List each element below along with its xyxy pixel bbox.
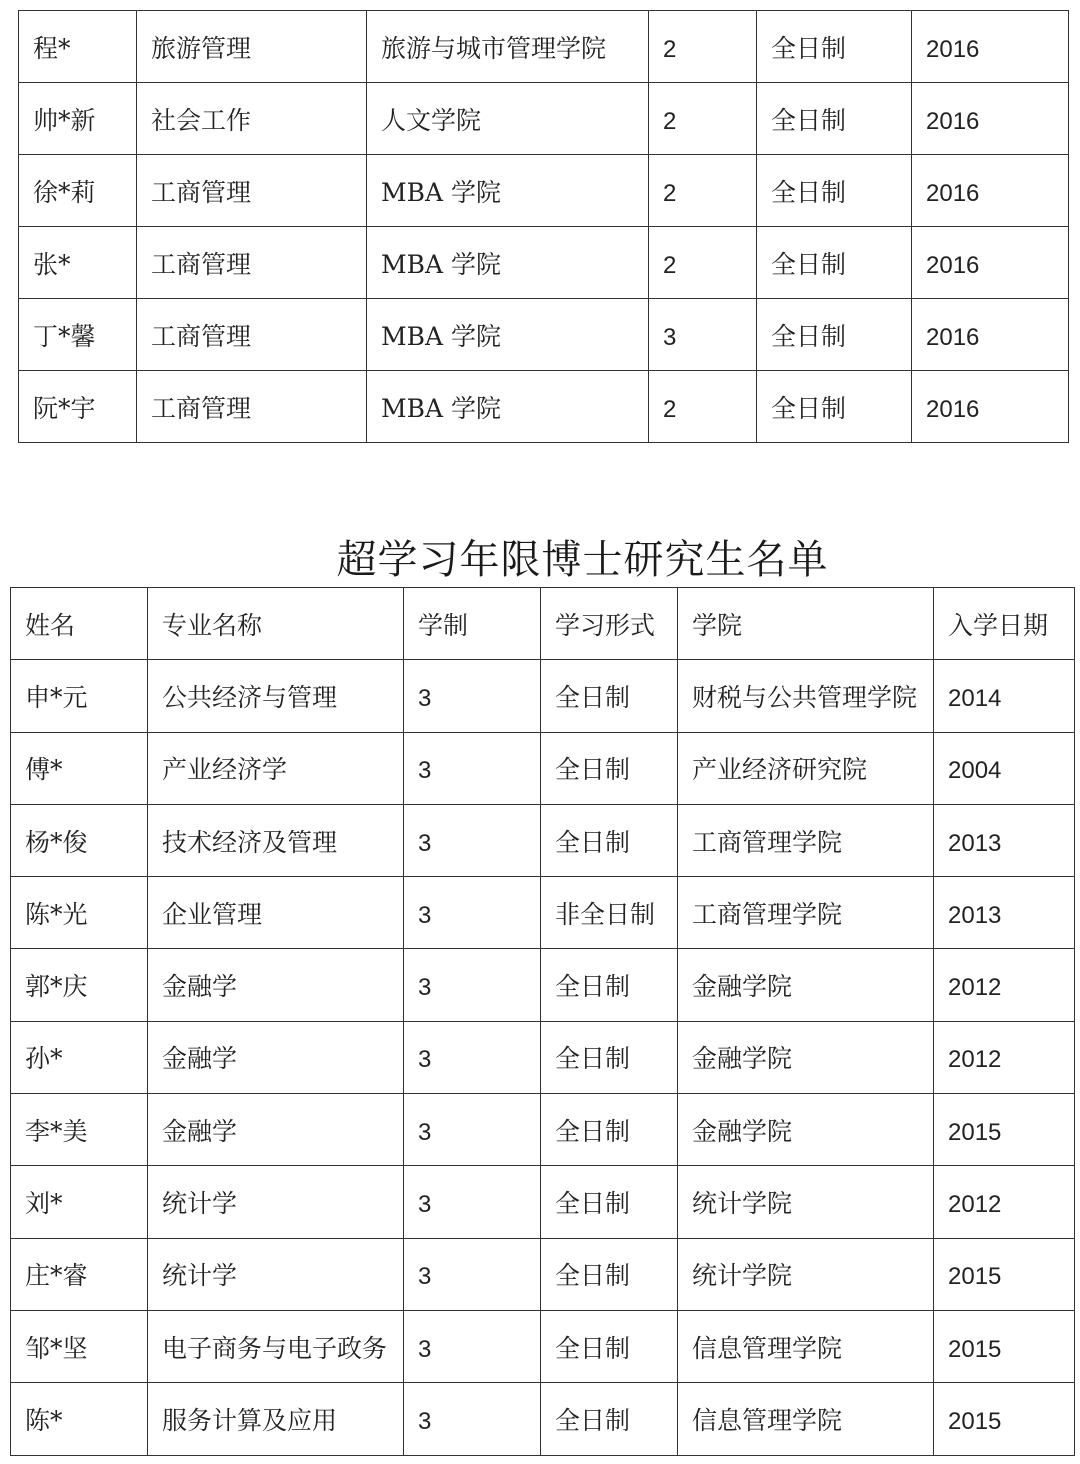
table-row [19, 371, 1069, 443]
cell-enroll-year: 2016 [912, 299, 1069, 371]
cell-major: 工商管理 [137, 227, 367, 299]
cell-duration: 3 [404, 1166, 541, 1238]
cell-major: 社会工作 [137, 83, 367, 155]
table-row [11, 1238, 1075, 1310]
cell-school: 产业经济研究院 [678, 732, 934, 804]
cell-enroll-year: 2012 [934, 1166, 1075, 1238]
table-row [19, 155, 1069, 227]
cell-name: 丁*馨 [19, 299, 137, 371]
cell-study-mode: 全日制 [541, 1094, 678, 1166]
header-school: 学院 [678, 588, 934, 660]
table-row [11, 1383, 1075, 1455]
cell-duration: 3 [404, 949, 541, 1021]
cell-study-mode: 全日制 [541, 949, 678, 1021]
phd-students-table-body [11, 660, 1075, 1455]
cell-study-mode: 全日制 [757, 11, 912, 83]
cell-enroll-year: 2016 [912, 227, 1069, 299]
table-row [19, 11, 1069, 83]
cell-duration: 2 [649, 155, 757, 227]
table-row [11, 1310, 1075, 1382]
cell-study-mode: 全日制 [541, 1310, 678, 1382]
cell-study-mode: 全日制 [541, 1383, 678, 1455]
cell-study-mode: 全日制 [541, 660, 678, 732]
cell-name: 陈*光 [11, 877, 148, 949]
cell-school: 工商管理学院 [678, 804, 934, 876]
cell-school: 财税与公共管理学院 [678, 660, 934, 732]
cell-name: 杨*俊 [11, 804, 148, 876]
cell-study-mode: 全日制 [541, 1238, 678, 1310]
cell-major: 统计学 [148, 1238, 404, 1310]
cell-name: 陈* [11, 1383, 148, 1455]
cell-school: 信息管理学院 [678, 1383, 934, 1455]
cell-duration: 3 [649, 299, 757, 371]
cell-name: 孙* [11, 1021, 148, 1093]
header-study-mode: 学习形式 [541, 588, 678, 660]
cell-school: 人文学院 [367, 83, 649, 155]
cell-name: 阮*宇 [19, 371, 137, 443]
cell-major: 公共经济与管理 [148, 660, 404, 732]
cell-duration: 3 [404, 1383, 541, 1455]
cell-enroll-year: 2015 [934, 1383, 1075, 1455]
cell-enroll-year: 2015 [934, 1238, 1075, 1310]
cell-study-mode: 全日制 [757, 227, 912, 299]
cell-duration: 3 [404, 732, 541, 804]
cell-major: 产业经济学 [148, 732, 404, 804]
cell-major: 技术经济及管理 [148, 804, 404, 876]
cell-duration: 2 [649, 83, 757, 155]
cell-enroll-year: 2013 [934, 804, 1075, 876]
cell-school: MBA 学院 [367, 155, 649, 227]
section-title: 超学习年限博士研究生名单 [336, 537, 829, 583]
cell-major: 工商管理 [137, 299, 367, 371]
table-row [19, 299, 1069, 371]
cell-enroll-year: 2016 [912, 371, 1069, 443]
cell-name: 帅*新 [19, 83, 137, 155]
cell-school: 金融学院 [678, 1021, 934, 1093]
cell-enroll-year: 2016 [912, 11, 1069, 83]
phd-students-table [10, 587, 1075, 1456]
header-major: 专业名称 [148, 588, 404, 660]
cell-major: 金融学 [148, 1094, 404, 1166]
cell-school: 信息管理学院 [678, 1310, 934, 1382]
cell-enroll-year: 2012 [934, 1021, 1075, 1093]
header-duration: 学制 [404, 588, 541, 660]
cell-name: 申*元 [11, 660, 148, 732]
cell-major: 旅游管理 [137, 11, 367, 83]
cell-study-mode: 全日制 [541, 732, 678, 804]
cell-duration: 2 [649, 227, 757, 299]
cell-enroll-year: 2004 [934, 732, 1075, 804]
header-enroll-year: 入学日期 [934, 588, 1075, 660]
cell-study-mode: 全日制 [757, 371, 912, 443]
cell-school: 工商管理学院 [678, 877, 934, 949]
cell-name: 刘* [11, 1166, 148, 1238]
table-row [11, 1094, 1075, 1166]
table-row [11, 732, 1075, 804]
table-row [19, 83, 1069, 155]
master-students-table-body [19, 11, 1069, 443]
cell-study-mode: 全日制 [541, 804, 678, 876]
cell-name: 庄*睿 [11, 1238, 148, 1310]
cell-name: 程* [19, 11, 137, 83]
cell-name: 郭*庆 [11, 949, 148, 1021]
phd-table-header-row [11, 588, 1075, 660]
cell-school: MBA 学院 [367, 227, 649, 299]
cell-duration: 3 [404, 1310, 541, 1382]
cell-duration: 3 [404, 1021, 541, 1093]
cell-name: 傅* [11, 732, 148, 804]
cell-major: 金融学 [148, 1021, 404, 1093]
cell-name: 李*美 [11, 1094, 148, 1166]
cell-name: 邹*坚 [11, 1310, 148, 1382]
cell-duration: 3 [404, 660, 541, 732]
cell-enroll-year: 2012 [934, 949, 1075, 1021]
cell-major: 金融学 [148, 949, 404, 1021]
cell-enroll-year: 2015 [934, 1094, 1075, 1166]
cell-school: MBA 学院 [367, 299, 649, 371]
table-row [11, 1166, 1075, 1238]
cell-study-mode: 全日制 [541, 1021, 678, 1093]
cell-school: 金融学院 [678, 949, 934, 1021]
cell-enroll-year: 2016 [912, 155, 1069, 227]
cell-enroll-year: 2013 [934, 877, 1075, 949]
cell-major: 工商管理 [137, 155, 367, 227]
cell-major: 统计学 [148, 1166, 404, 1238]
cell-major: 服务计算及应用 [148, 1383, 404, 1455]
table-row [11, 804, 1075, 876]
table-row [11, 877, 1075, 949]
table-row [11, 949, 1075, 1021]
cell-enroll-year: 2015 [934, 1310, 1075, 1382]
cell-school: 金融学院 [678, 1094, 934, 1166]
master-students-table [18, 10, 1069, 443]
cell-study-mode: 全日制 [757, 299, 912, 371]
header-name: 姓名 [11, 588, 148, 660]
table-row [19, 227, 1069, 299]
cell-duration: 2 [649, 11, 757, 83]
cell-study-mode: 全日制 [541, 1166, 678, 1238]
cell-enroll-year: 2014 [934, 660, 1075, 732]
cell-school: MBA 学院 [367, 371, 649, 443]
cell-name: 张* [19, 227, 137, 299]
cell-study-mode: 全日制 [757, 83, 912, 155]
cell-major: 工商管理 [137, 371, 367, 443]
table-row [11, 1021, 1075, 1093]
cell-major: 企业管理 [148, 877, 404, 949]
cell-school: 统计学院 [678, 1238, 934, 1310]
cell-study-mode: 非全日制 [541, 877, 678, 949]
cell-study-mode: 全日制 [757, 155, 912, 227]
cell-major: 电子商务与电子政务 [148, 1310, 404, 1382]
cell-school: 统计学院 [678, 1166, 934, 1238]
cell-duration: 3 [404, 804, 541, 876]
cell-name: 徐*莉 [19, 155, 137, 227]
cell-school: 旅游与城市管理学院 [367, 11, 649, 83]
cell-duration: 3 [404, 1094, 541, 1166]
cell-enroll-year: 2016 [912, 83, 1069, 155]
cell-duration: 2 [649, 371, 757, 443]
cell-duration: 3 [404, 1238, 541, 1310]
cell-duration: 3 [404, 877, 541, 949]
table-row [11, 660, 1075, 732]
